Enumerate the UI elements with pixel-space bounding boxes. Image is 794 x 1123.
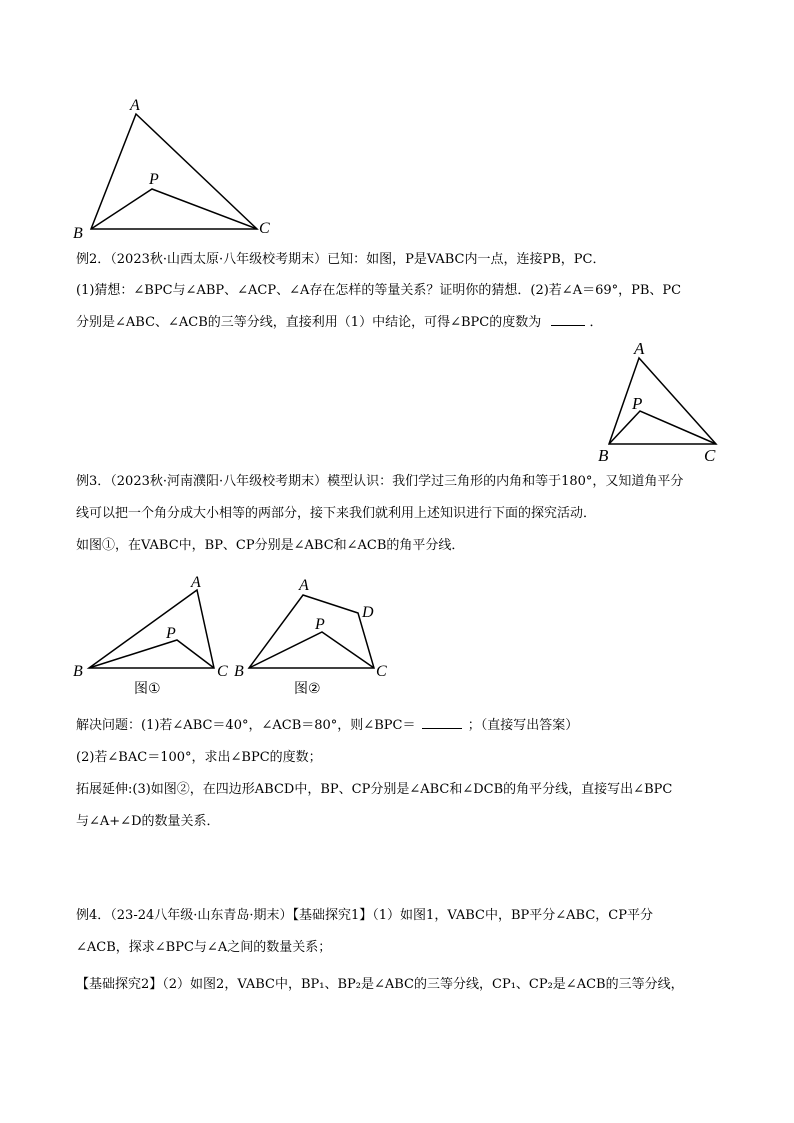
figure-triangle-ex2 — [596, 340, 731, 465]
figure-quadrilateral-ex3-2 — [232, 570, 402, 700]
ex3-q3-line1: 拓展延伸:(3)如图②，在四边形ABCD中，BP、CP分别是∠ABC和∠DCB的角平分线，直接写出∠BPC — [76, 782, 673, 797]
ex3-line3: 如图①，在VABC中，BP、CP分别是∠ABC和∠ACB的角平分线． — [76, 538, 465, 553]
ex4-line1: 例4．（23-24八年级·山东青岛·期末）【基础探究1】（1）如图1，VABC中，BP平分∠ABC，CP平分 — [76, 908, 653, 923]
vertex-label-a: A — [191, 574, 201, 591]
answer-blank[interactable] — [551, 325, 585, 326]
vertex-label-p: P — [315, 616, 325, 633]
vertex-label-a: A — [634, 339, 645, 358]
vertex-label-c: C — [259, 220, 270, 237]
figure-triangle-ex3-1 — [70, 570, 240, 700]
figure-triangle-top — [70, 92, 290, 242]
vertex-label-d: D — [362, 604, 374, 621]
figure-caption: 图① — [134, 681, 161, 697]
ex3-q1-text: 解决问题：(1)若∠ABC＝40°，∠ACB＝80°，则∠BPC＝ — [76, 718, 416, 733]
vertex-label-p: P — [149, 171, 159, 188]
figure-caption: 图② — [294, 681, 321, 697]
ex2-line3-end: ． — [589, 315, 603, 330]
vertex-label-b: B — [598, 446, 609, 465]
ex3-q1-end: ；（直接写出答案） — [467, 718, 579, 733]
ex3-q2: (2)若∠BAC＝100°，求出∠BPC的度数； — [76, 750, 322, 765]
ex3-q3-line2: 与∠A+∠D的数量关系． — [76, 814, 220, 829]
vertex-label-b: B — [73, 663, 83, 680]
answer-blank[interactable] — [422, 728, 462, 729]
vertex-label-p: P — [166, 625, 176, 642]
vertex-label-a: A — [299, 577, 309, 594]
vertex-label-c: C — [376, 663, 387, 680]
ex3-line1: 例3．（2023秋·河南濮阳·八年级校考期末）模型认识：我们学过三角形的内角和等于180°，又知道角平分 — [76, 474, 684, 489]
vertex-label-b: B — [234, 663, 244, 680]
ex4-line2: ∠ACB，探求∠BPC与∠A之间的数量关系； — [76, 940, 332, 955]
ex2-line3-text: 分别是∠ABC、∠ACB的三等分线，直接利用（1）中结论，可得∠BPC的度数为 — [76, 315, 542, 330]
vertex-label-c: C — [704, 446, 716, 465]
ex2-line3 — [76, 313, 603, 333]
ex2-line1: 例2．（2023秋·山西太原·八年级校考期末）已知：如图，P是VABC内一点，连接PB，PC． — [76, 252, 606, 267]
vertex-label-c: C — [217, 663, 228, 680]
ex4-line3: 【基础探究2】（2）如图2，VABC中，BP₁、BP₂是∠ABC的三等分线，CP₁、CP₂是∠ACB的三等分线， — [76, 977, 684, 992]
vertex-label-a: A — [130, 97, 140, 114]
ex3-line2: 线可以把一个角分成大小相等的两部分，接下来我们就利用上述知识进行下面的探究活动． — [76, 506, 597, 521]
ex2-line2: (1)猜想：∠BPC与∠ABP、∠ACP、∠A存在怎样的等量关系？证明你的猜想．(2)若∠A＝69°，PB、PC — [76, 283, 682, 298]
vertex-label-b: B — [73, 225, 83, 242]
vertex-label-p: P — [632, 394, 643, 413]
ex3-q1 — [76, 716, 578, 736]
